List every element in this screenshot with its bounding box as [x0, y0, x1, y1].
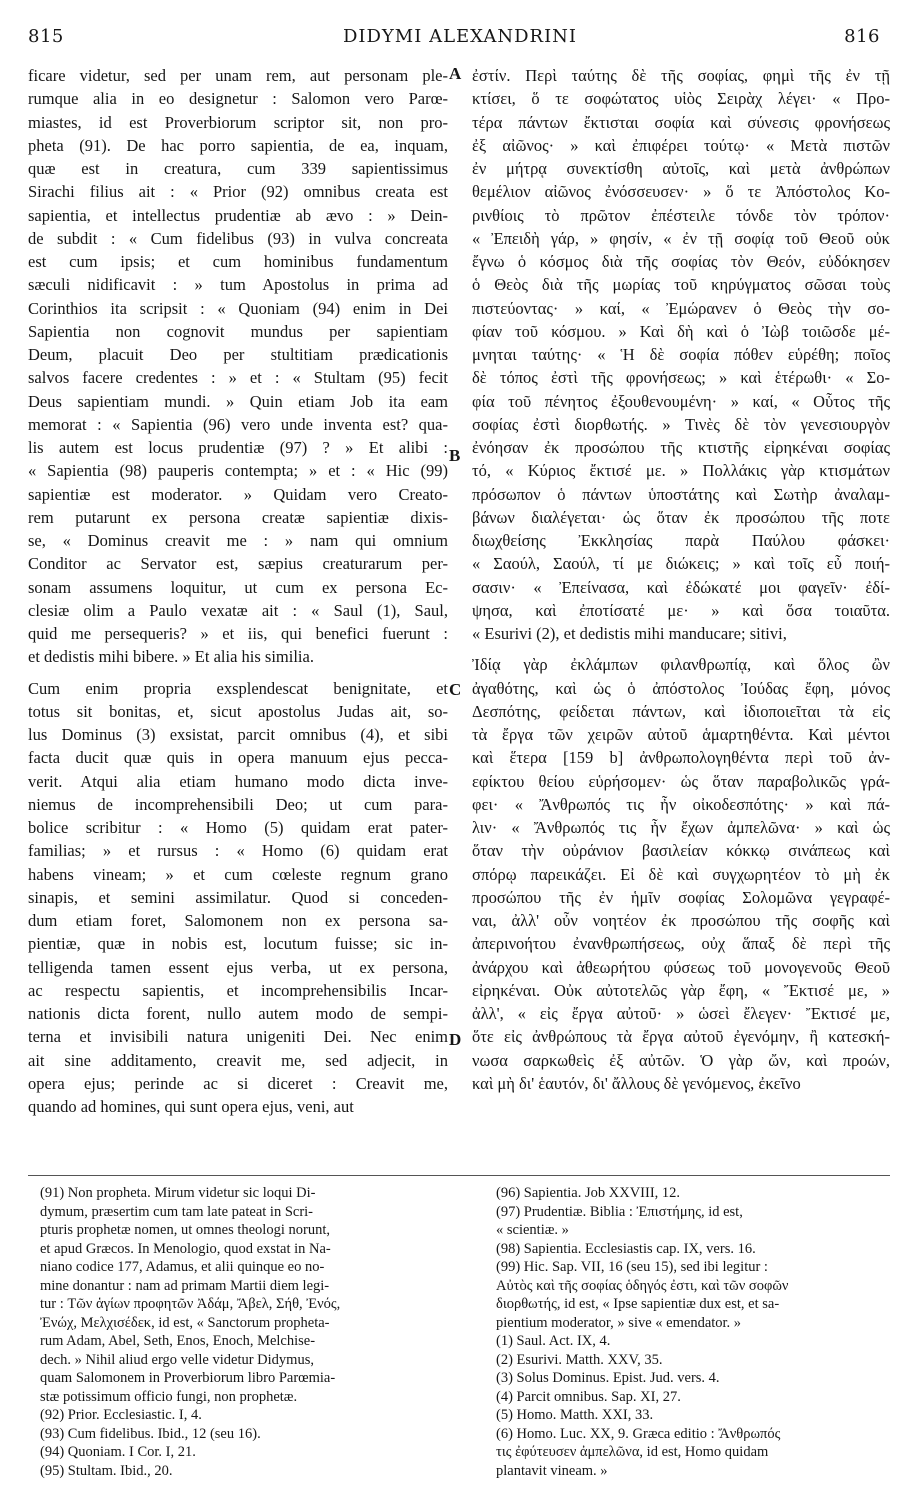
footnote-line: dymum, præsertim cum tam late pateat in Scri- — [40, 1203, 314, 1220]
footnote-line: dech. » Nihil aliud ergo velle videtur Didymus, — [40, 1351, 314, 1368]
footnote-line: pientium moderator, » sive « emendator. » — [496, 1314, 742, 1331]
footnote-line: (98) Sapientia. Ecclesiastis cap. IX, vers. 16. — [496, 1240, 756, 1257]
text-line: εφίκτου θείου εὑρήσομεν· ὡς ὅταν παραβολικῶς γρά- — [472, 771, 890, 791]
paragraph-gap — [28, 669, 448, 677]
text-line: opera ejus; perinde ac si diceret : Creavit me, — [28, 1073, 448, 1093]
footnote-line: (96) Sapientia. Job XXVIII, 12. — [496, 1185, 681, 1201]
text-line: sapientiæ est moderator. » Quidam vero Creato- — [28, 484, 448, 504]
text-line: memorat : « Sapientia (96) vero unde inventa est? qua- — [28, 414, 448, 434]
text-line: et dedistis mihi bibere. » Et alia his similia. — [28, 647, 314, 667]
text-line: sæculi nidificavit : » tum Apostolus in prima ad — [28, 275, 448, 295]
text-line: ναι, ἀλλ' οὖν νοητέον ἐκ προσώπου τῆς σοφῆς καὶ — [472, 911, 890, 930]
text-line: miastes, id est Proverbiorum scriptor sit, non pro- — [28, 112, 448, 132]
text-line: Corinthios ita scripsit : « Quoniam (94) enim in Dei — [28, 298, 448, 318]
left-page-number: 815 — [28, 26, 64, 47]
text-line: Ἰδίᾳ γὰρ ἐκλάμπων φιλανθρωπίᾳ, καὶ ὅλος ὢν — [472, 655, 890, 675]
footnote-line: quam Salomonem in Proverbiorum libro Parœmia- — [40, 1370, 336, 1386]
text-line: de subdit : « Cum fidelibus (93) in vulva concreata — [28, 228, 448, 248]
text-line: κτίσει, ὅ τε σοφώτατος υἱὸς Σειρὰχ λέγει· « Προ- — [472, 89, 890, 109]
text-line: πιστεύοντας· » καί, « Ἐμώρανεν ὁ Θεὸς τὴν σο- — [472, 298, 890, 318]
text-line: πρόσωπον ὁ πάντων ὑποστάτης καὶ Σωτὴρ ἀναλαμ- — [472, 484, 890, 504]
text-line: terna et invisibili natura unigeniti Dei. Nec enim — [28, 1027, 448, 1047]
text-line: familias; » et rursus : « Homo (6) quidam erat — [28, 841, 448, 861]
footnote-line: stæ potissimum officio fungi, non prophetæ. — [40, 1388, 298, 1405]
footnote-line: (97) Prudentiæ. Biblia : Ἐπιστήμης, id est, — [496, 1203, 743, 1220]
text-line: est cum ipsis; et cum hominibus fundamentum — [28, 252, 448, 271]
text-line: rumque alia in eo designetur : Salomon vero Parœ- — [28, 89, 448, 109]
text-line: θεμέλιον αἰῶνος ἐνόσσευσεν· » ὅ τε Ἀπόστολος Κο- — [472, 182, 890, 202]
footnote-line: pturis prophetæ nomen, ut omnes theologi norunt, — [40, 1222, 330, 1238]
footnote-line: διορθωτής, id est, « Ipse sapientiæ dux est, et sa- — [496, 1296, 780, 1312]
footnote-line: (6) Homo. Luc. XX, 9. Græca editio : Ἄνθρωπός — [496, 1425, 781, 1442]
text-line: ψησα, καὶ ἐποτίσατέ με· » καὶ ὅσα τοιαῦτα. — [472, 600, 890, 620]
text-line: ἐστίν. Περὶ ταύτης δὲ τῆς σοφίας, φημὶ τῆς ἐν τῇ — [472, 66, 890, 85]
footnote-line: (99) Hic. Sap. VII, 16 (seu 15), sed ibi legitur : — [496, 1259, 768, 1275]
text-line: φία τοῦ πένητος ἐξουθενουμένη· » καί, « Οὗτος τῆς — [472, 391, 890, 411]
text-line: διωχθείσης Ἐκκλησίας παρὰ Παύλου φάσκει· — [472, 531, 890, 550]
footnote-line: τις ἐφύτευσεν ἀμπελῶνα, id est, Homo quidam — [496, 1444, 769, 1460]
footnote-line: plantavit vineam. » — [496, 1462, 608, 1479]
text-line: telligenda tamen essent ejus verba, ut ex persona, — [28, 957, 448, 977]
footnotes-left — [40, 1184, 440, 1480]
text-line: ficare videtur, sed per unam rem, aut personam ple- — [28, 66, 448, 85]
text-line: τὰ ἔργα τῶν χειρῶν αὐτοῦ ἁμαρτηθέντα. Καὶ μέντοι — [472, 725, 890, 744]
text-line: facta ducit quæ quis in opera manuum ejus pecca- — [28, 748, 448, 768]
text-line: ὅταν τὴν οὐράνιον βασιλείαν κόκκῳ σινάπεως καὶ — [472, 841, 890, 861]
text-line: ἀλλ', « εἰς ἔργα αὐτοῦ· » ὡσεὶ ἔλεγεν· Ἔκτισέ με, — [472, 1004, 890, 1023]
footnote-line: (94) Quoniam. I Cor. I, 21. — [40, 1444, 196, 1460]
running-title: DIDYMI ALEXANDRINI — [342, 26, 578, 47]
text-line: τό, « Κύριος ἔκτισέ με. » Πολλάκις γὰρ κτισμάτων — [472, 461, 890, 481]
margin-mark-a: A — [449, 64, 462, 83]
text-line: ἀγαθότης, καὶ ὡς ὁ ἀπόστολος Ἰούδας ἔφη, μόνος — [472, 678, 890, 698]
text-line: dum etiam foret, Salomonem non ex persona sa- — [28, 911, 448, 930]
text-line: σοφίας ἐστὶ διορθωτής. » Τινὲς δὲ τὸν γενεσιουργὸν — [472, 414, 890, 434]
footnote-line: (95) Stultam. Ibid., 20. — [40, 1462, 173, 1479]
text-line: Deum, placuit Deo per stultitiam prædicationis — [28, 345, 448, 364]
text-line: ἐνόησαν ἐκ προσώπου τῆς κτιστῆς εἰρηκέναι σοφίας — [472, 438, 890, 457]
text-line: totus sit bonitas, et, sicut apostolus Judas ait, so- — [28, 701, 448, 721]
text-line: ἀνάρχου καὶ ἀθεωρήτου φύσεως τοῦ μονογενοῦς Θεοῦ — [472, 957, 890, 977]
text-line: Sapientia non cognovit mundus per sapientiam — [28, 321, 448, 341]
text-line: ὁ Θεὸς διὰ τῆς μωρίας τοῦ κηρύγματος σῶσαι τοὺς — [472, 275, 890, 295]
text-line: βάνων διαλέγεται· ὡς ὅταν ἐκ προσώπου τῆς ποτε — [472, 507, 890, 527]
footnote-line: niano codice 177, Adamus, et alii quinque eo no- — [40, 1259, 325, 1275]
latin-column — [28, 64, 448, 1118]
footnote-line: (3) Solus Dominus. Epist. Jud. vers. 4. — [496, 1370, 720, 1386]
text-line: ἐξ αἰῶνος· » καὶ ἐπιφέρει τούτῳ· « Μετὰ πιστῶν — [472, 135, 890, 155]
text-line: « Sapientia (98) pauperis contempta; » et : « Hic (99) — [28, 461, 448, 481]
text-line: ἀπερινοήτου ἐνανθρωπήσεως, οὐχ ἅπαξ δὲ περὶ τῆς — [472, 934, 890, 954]
right-page-number: 816 — [844, 26, 880, 47]
text-line: μνηται ταύτης· « Ἡ δὲ σοφία πόθεν εὑρέθη; ποῖος — [472, 345, 890, 364]
text-line: se, « Dominus creavit me : » nam qui omnium — [28, 531, 448, 550]
text-line: ρινθίοις τὸ πρῶτον ἐπέστειλε τόνδε τὸν τρόπον· — [472, 205, 890, 225]
footnote-line: (1) Saul. Act. IX, 4. — [496, 1333, 611, 1349]
text-line: quid me persequeris? » et iis, qui benefici fuerunt : — [28, 624, 448, 643]
text-line: λιν· « Ἄνθρωπός τις ἦν ἔχων ἀμπελῶνα· » καὶ ὡς — [472, 818, 890, 837]
footnote-line: (2) Esurivi. Matth. XXV, 35. — [496, 1351, 663, 1368]
footnote-divider — [28, 1175, 890, 1176]
text-line: ait sine additamento, creavit me, sed adjecit, in — [28, 1050, 448, 1070]
footnote-line: (93) Cum fidelibus. Ibid., 12 (seu 16). — [40, 1425, 261, 1442]
text-line: σασιν· « Ἐπείνασα, καὶ ἐδώκατέ μοι φαγεῖν· ἐδί- — [472, 577, 890, 597]
text-line: ἐν μήτρᾳ συνεκτίσθη αὐτοῖς, καὶ μετὰ ἀνθρώπων — [472, 159, 890, 178]
text-line: ὅτε εἰς ἀνθρώπους τὰ ἔργα αὐτοῦ ἐγενόμην, ἢ κατεσκή- — [472, 1027, 890, 1047]
footnote-line: Αὐτὸς καὶ τῆς σοφίας ὁδηγός ἐστι, καὶ τῶν σοφῶν — [496, 1277, 789, 1294]
text-line: φίαν τοῦ κόσμου. » Καὶ δὴ καὶ ὁ Ἰὼβ τοιῶσδε μέ- — [472, 321, 890, 341]
text-line: quando ad homines, qui sunt opera ejus, veni, aut — [28, 1097, 354, 1116]
margin-mark-d: D — [449, 1030, 462, 1049]
text-line: lis autem est locus prudentiæ (97) ? » Et alibi : — [28, 438, 448, 457]
footnote-line: (5) Homo. Matth. XXI, 33. — [496, 1407, 654, 1423]
footnote-line: (91) Non propheta. Mirum videtur sic loqui Di- — [40, 1185, 316, 1201]
text-line: προσώπου τῆς ἐν ἡμῖν σοφίας Σολομῶνα γεγραφέ- — [472, 887, 890, 907]
text-line: Sirachi filius ait : « Prior (92) omnibus creata est — [28, 182, 448, 202]
text-line: pheta (91). De hac porro sapientia, de ea, inquam, — [28, 135, 448, 155]
text-line: clesiæ olim a Paulo vexatæ ait : « Saul (1), Saul, — [28, 600, 448, 620]
text-line: σπόρῳ παρεικάζει. Εἰ δὲ καὶ συγχωρητέον τὸ μὴ ἐκ — [472, 864, 890, 884]
text-line: εἰρηκέναι. Οὐκ αὐτοτελῶς γὰρ ἔφη, « Ἔκτισέ με, » — [472, 980, 890, 1000]
paragraph-gap — [472, 645, 890, 653]
text-line: νωσα σαρκωθεὶς ἐξ αὐτῶν. Ὁ γὰρ ὤν, καὶ προών, — [472, 1050, 890, 1070]
text-line: « Σαούλ, Σαούλ, τί με διώκεις; » καὶ τοῖς εὖ ποιή- — [472, 554, 890, 574]
text-line: Δεσπότης, φείδεται πάντων, καὶ ἰδιοποιεῖται τὰ εἰς — [472, 701, 890, 721]
footnote-line: et apud Græcos. In Menologio, quod exstat in Na- — [40, 1240, 331, 1257]
text-line: ἔγνω ὁ κόσμος διὰ τῆς σοφίας τὸν Θεόν, εὐδόκησεν — [472, 252, 890, 271]
footnote-line: rum Adam, Abel, Seth, Enos, Enoch, Melchise- — [40, 1333, 316, 1349]
text-line: τέρα πάντων ἔκτισται σοφία καὶ σύνεσις φρονήσεως — [472, 112, 890, 132]
text-line: sapientia, et intellectus prudentiæ ab ævo : » Dein- — [28, 205, 448, 225]
text-line: pientiæ, quæ in nobis est, locutum fuisse; sic in- — [28, 934, 448, 954]
text-line: Cum enim propria exsplendescat benignitate, et — [28, 678, 448, 698]
footnote-line: (92) Prior. Ecclesiastic. I, 4. — [40, 1407, 202, 1423]
text-line: δὲ τόπος ἐστὶ τῆς φρονήσεως; » καὶ ἑτέρωθι· « Σο- — [472, 368, 890, 388]
text-line: rem putarunt ex persona creatæ sapientiæ dixis- — [28, 507, 448, 527]
text-line: Conditor ac Servator est, sæpius creaturarum per- — [28, 554, 448, 574]
margin-mark-c: C — [449, 680, 462, 699]
text-line: ac respectu sapientis, et incomprehensibilis Incar- — [28, 980, 448, 1000]
greek-column — [472, 64, 890, 1095]
text-line: καὶ ἕτερα [159 b] ἀνθρωπολογηθέντα περὶ τοῦ ἀν- — [472, 748, 890, 768]
footnote-line: Ἐνώχ, Μελχισέδεκ, id est, « Sanctorum propheta- — [40, 1314, 330, 1331]
text-line: quæ est in creatura, cum 339 sapientissimus — [28, 159, 448, 178]
margin-mark-b: B — [449, 446, 461, 465]
text-line: « Ἐπειδὴ γάρ, » φησίν, « ἐν τῇ σοφίᾳ τοῦ Θεοῦ οὐκ — [472, 228, 890, 248]
text-line: verit. Atqui alia etiam humano modo dicta inve- — [28, 771, 448, 791]
text-line: sinapis, et semini assimilatur. Quod si conceden- — [28, 887, 448, 907]
footnote-line: tur : Τῶν ἁγίων προφητῶν Ἀδάμ, Ἄβελ, Σήθ, Ἐνός, — [40, 1296, 341, 1312]
text-line: sonam assumens loquitur, ut cum ex persona Ec- — [28, 577, 448, 597]
text-line: καὶ μὴ δι' ἑαυτόν, δι' ἄλλους δὲ γενόμενος, ἐκεῖνο — [472, 1073, 801, 1093]
text-line: « Esurivi (2), et dedistis mihi manducare; sitivi, — [472, 624, 787, 643]
text-line: lus Dominus (3) exsistat, parcit omnibus (4), et sibi — [28, 725, 448, 744]
footnote-line: « scientiæ. » — [496, 1222, 569, 1238]
footnotes-right — [496, 1184, 890, 1480]
text-line: nationis dicta forent, nullo autem modo de sempi- — [28, 1004, 448, 1023]
footnote-line: mine donantur : nam ad primam Martii diem legi- — [40, 1277, 330, 1294]
text-line: habens vineam; » et cum cœleste regnum grano — [28, 864, 448, 884]
text-line: φει· « Ἄνθρωπός τις ἦν οἰκοδεσπότης· » καὶ πά- — [472, 794, 890, 814]
text-line: niemus de incomprehensibili Deo; ut cum para- — [28, 794, 448, 814]
text-line: salvos facere credentes : » et : « Stultam (95) fecit — [28, 368, 448, 388]
text-line: Deus sapientiam mundi. » Quin etiam Job ita eam — [28, 391, 448, 411]
footnote-line: (4) Parcit omnibus. Sap. XI, 27. — [496, 1388, 681, 1405]
text-line: bolice scribitur : « Homo (5) quidam erat pater- — [28, 818, 448, 837]
